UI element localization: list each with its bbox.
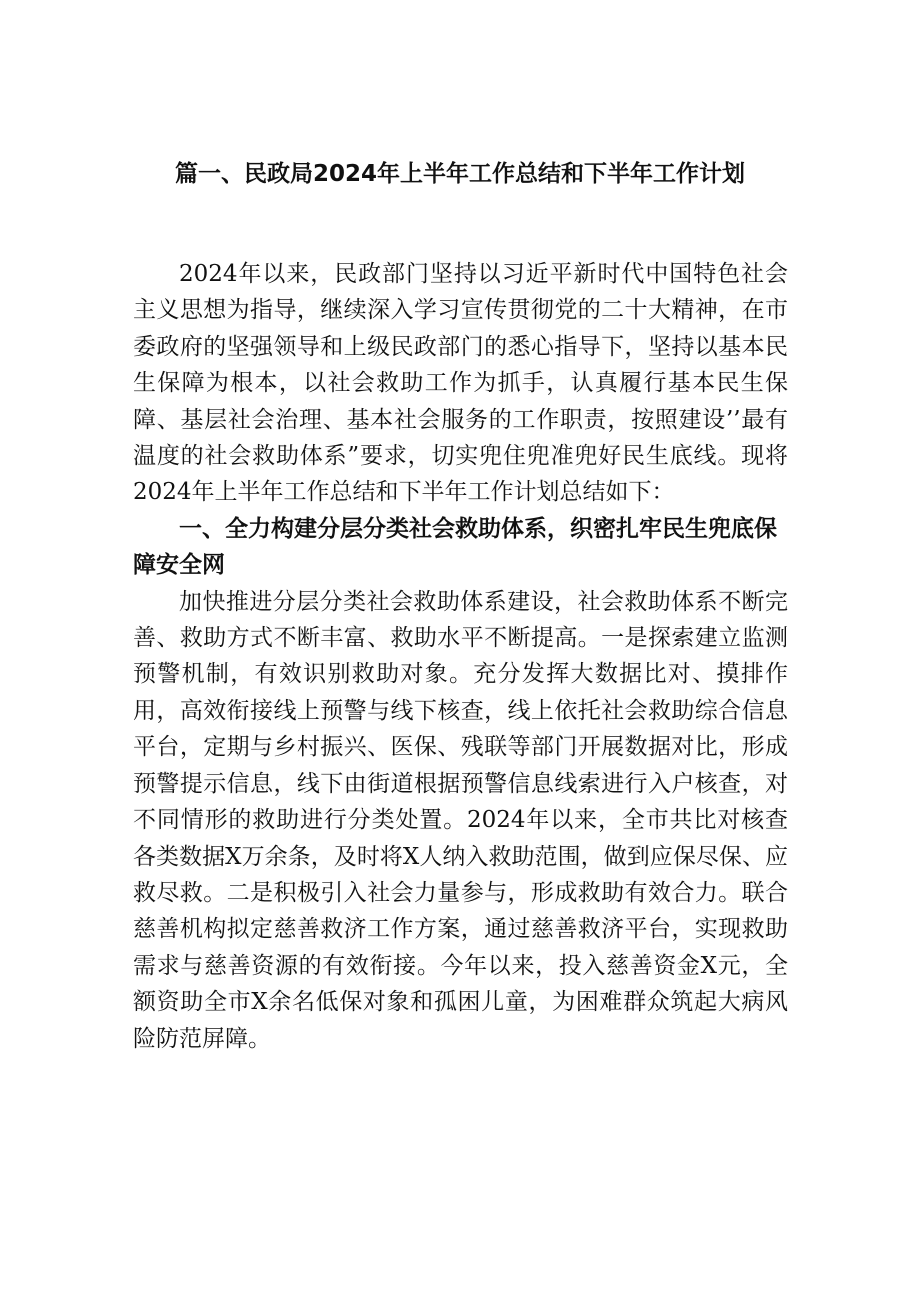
document-title: 篇一、民政局2024年上半年工作总结和下半年工作计划 [174, 161, 745, 187]
document-body [133, 256, 788, 1057]
section-heading: 一、全力构建分层分类社会救助体系，织密扎牢民生兜底保障安全网 [133, 515, 777, 579]
intro-paragraph: 2024年以来，民政部门坚持以习近平新时代中国特色社会主义思想为指导，继续深入学习宣传贯彻党的二十大精神，在市委政府的坚强领导和上级民政部门的悉心指导下，坚持以基本民生保障为根本，以社会救助工作为抓手，认真履行基本民生保障、基层社会治理、基本社会服务的工作职责，按照建设’’最有温度的社会救助体系”要求，切实兜住兜准兜好民生底线。现将2024年上半年工作总结和下半年工作计划总结如下： [133, 261, 788, 506]
section-paragraph: 加快推进分层分类社会救助体系建设，社会救助体系不断完善、救助方式不断丰富、救助水平不断提高。一是探索建立监测预警机制，有效识别救助对象。充分发挥大数据比对、摸排作用，高效衔接线上预警与线下核查，线上依托社会救助综合信息平台，定期与乡村振兴、医保、残联等部门开展数据对比，形成预警提示信息，线下由街道根据预警信息线索进行入户核查，对不同情形的救助进行分类处置。2024年以来，全市共比对核查各类数据X万余条，及时将X人纳入救助范围，做到应保尽保、应救尽救。二是积极引入社会力量参与，形成救助有效合力。联合慈善机构拟定慈善救济工作方案，通过慈善救济平台，实现救助需求与慈善资源的有效衔接。今年以来，投入慈善资金X元，全额资助全市X余名低保对象和孤困儿童，为困难群众筑起大病风险防范屏障。 [133, 588, 788, 1052]
